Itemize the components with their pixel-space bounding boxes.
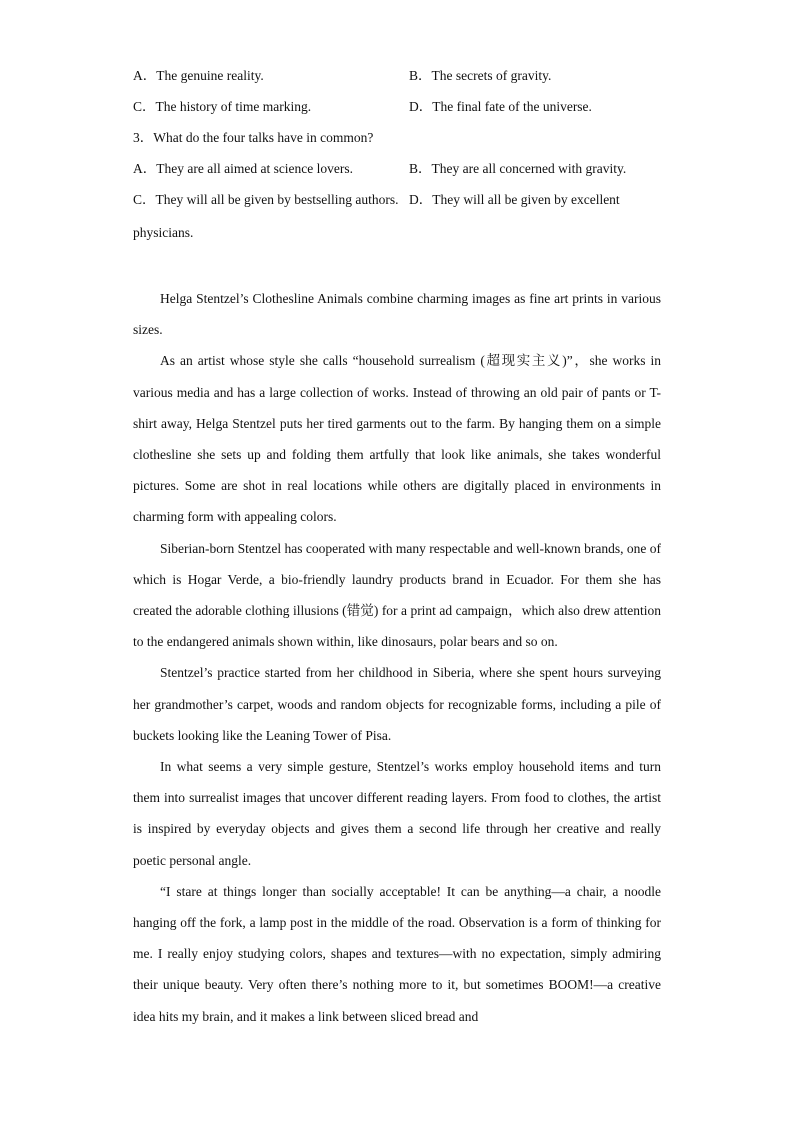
passage-paragraph-1: Helga Stentzel’s Clothesline Animals combine charming images as fine art prints in various sizes. <box>133 291 661 338</box>
q2-option-d[interactable]: D．The final fate of the universe. <box>409 99 592 114</box>
q3-option-c[interactable]: C．They will all be given by bestselling authors. <box>133 192 399 207</box>
q3-option-d-continuation: physicians. <box>133 225 194 240</box>
passage-paragraph-6: “I stare at things longer than socially acceptable! It can be anything—a chair, a noodle hanging off the fork, a lamp post in the middle of the road. Observation is a form of thinking for me. I really enjoy studying colors, shapes and textures—with no expectation, simply admiring their unique beauty. Very often there’s nothing more to it, but sometimes BOOM!—a creative idea hits my brain, and it makes a link between sliced bread and <box>133 883 661 1024</box>
passage-paragraph-2: As an artist whose style she calls “household surrealism (超现实主义)”，she works in various media and has a large collection of works. Instead of throwing an old pair of pants or T-shirt away, Helga Stentzel puts her tired garments out to the farm. By hanging them on a simple clothesline she sets up and folding them artfully that look like animals, she takes wonderful pictures. Some are shot in real locations while others are digitally placed in environments in charming form with appealing colors. <box>133 353 661 525</box>
passage-paragraph-5: In what seems a very simple gesture, Stentzel’s works employ household items and turn them into surrealist images that uncover different reading layers. From food to clothes, the artist is inspired by everyday objects and gives them a second life through her creative and really poetic personal angle. <box>133 759 661 868</box>
q3-option-a[interactable]: A．They are all aimed at science lovers. <box>133 161 354 176</box>
q2-option-b[interactable]: B．The secrets of gravity. <box>409 68 552 83</box>
passage-paragraph-4: Stentzel’s practice started from her childhood in Siberia, where she spent hours surveying her grandmother’s carpet, woods and random objects for recognizable forms, including a pile of buckets looking like the Leaning Tower of Pisa. <box>133 665 661 743</box>
q3-stem: 3．What do the four talks have in common? <box>133 130 374 145</box>
q3-option-d[interactable]: D．They will all be given by excellent <box>409 192 620 207</box>
q2-option-a[interactable]: A．The genuine reality. <box>133 68 264 83</box>
q2-option-c[interactable]: C．The history of time marking. <box>133 99 312 114</box>
q3-option-b[interactable]: B．They are all concerned with gravity. <box>409 161 627 176</box>
passage-paragraph-3: Siberian-born Stentzel has cooperated with many respectable and well-known brands, one of which is Hogar Verde, a bio-friendly laundry products brand in Ecuador. For them she has created the adorable clothing illusions (错觉) for a print ad campaign，which also drew attention to the endangered animals shown within, like dinosaurs, polar bears and so on. <box>133 540 661 650</box>
reading-passage <box>133 283 661 1032</box>
